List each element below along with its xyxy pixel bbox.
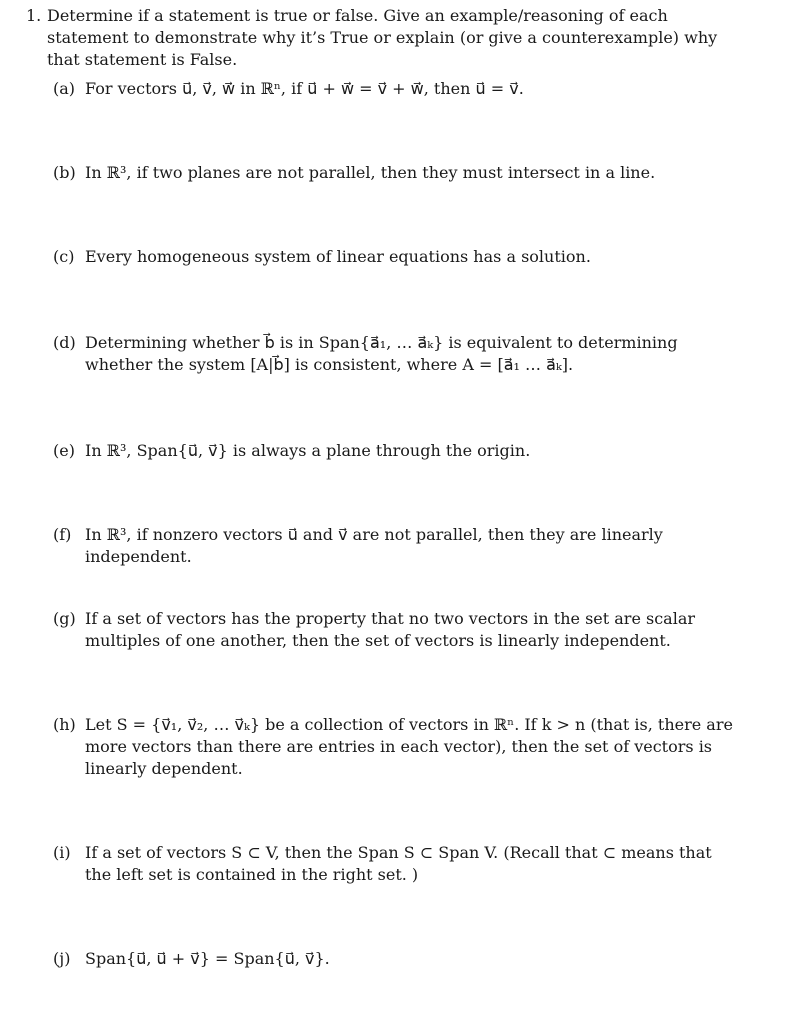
statement-text: For vectors u⃗, v⃗, w⃗ in ℝⁿ, if u⃗ + w⃗ = v⃗ + w⃗, then u⃗ = v⃗. (85, 79, 524, 98)
statement-a (53, 78, 733, 100)
statement-text: In ℝ³, if nonzero vectors u⃗ and v⃗ are not parallel, then they are linearly independent. (85, 525, 663, 566)
statement-j (53, 948, 733, 970)
problem-intro-text: Determine if a statement is true or false. Give an example/reasoning of each statement to demonstrate why it’s True or explain (or give a counterexample) why that statement is False. (47, 6, 718, 69)
statement-text: In ℝ³, Span{u⃗, v⃗} is always a plane through the origin. (85, 441, 531, 460)
statement-label: (i) (53, 843, 71, 862)
problem-statement (26, 5, 736, 71)
statement-label: (e) (53, 441, 75, 460)
statement-text: If a set of vectors S ⊂ V, then the Span S ⊂ Span V. (Recall that ⊂ means that the left set is contained in the right set. ) (85, 843, 712, 884)
statement-text: Every homogeneous system of linear equations has a solution. (85, 247, 591, 266)
statement-h (53, 714, 733, 780)
statement-label: (h) (53, 715, 76, 734)
statement-label: (g) (53, 609, 76, 628)
statement-text: Determining whether b⃗ is in Span{a⃗₁, … a⃗ₖ} is equivalent to determining whether the system [A|b⃗] is consistent, where A = [a⃗₁ … a⃗ₖ]. (85, 333, 678, 374)
statement-d (53, 332, 733, 376)
statement-label: (b) (53, 163, 76, 182)
statement-e (53, 440, 733, 462)
statement-label: (f) (53, 525, 72, 544)
statement-i (53, 842, 733, 886)
problem-number: 1. (26, 6, 42, 25)
statement-text: Let S = {v⃗₁, v⃗₂, … v⃗ₖ} be a collection of vectors in ℝⁿ. If k > n (that is, there are more vectors than there are entries in each vector), then the set of vectors is linearly dependent. (85, 715, 733, 778)
statement-label: (c) (53, 247, 75, 266)
statement-text: Span{u⃗, u⃗ + v⃗} = Span{u⃗, v⃗}. (85, 949, 330, 968)
statement-label: (a) (53, 79, 76, 98)
statement-text: In ℝ³, if two planes are not parallel, then they must intersect in a line. (85, 163, 656, 182)
statement-g (53, 608, 733, 652)
statement-label: (j) (53, 949, 71, 968)
statement-f (53, 524, 733, 568)
statement-c (53, 246, 733, 268)
statement-text: If a set of vectors has the property that no two vectors in the set are scalar multiples of one another, then the set of vectors is linearly independent. (85, 609, 696, 650)
statement-label: (d) (53, 333, 76, 352)
statement-b (53, 162, 733, 184)
